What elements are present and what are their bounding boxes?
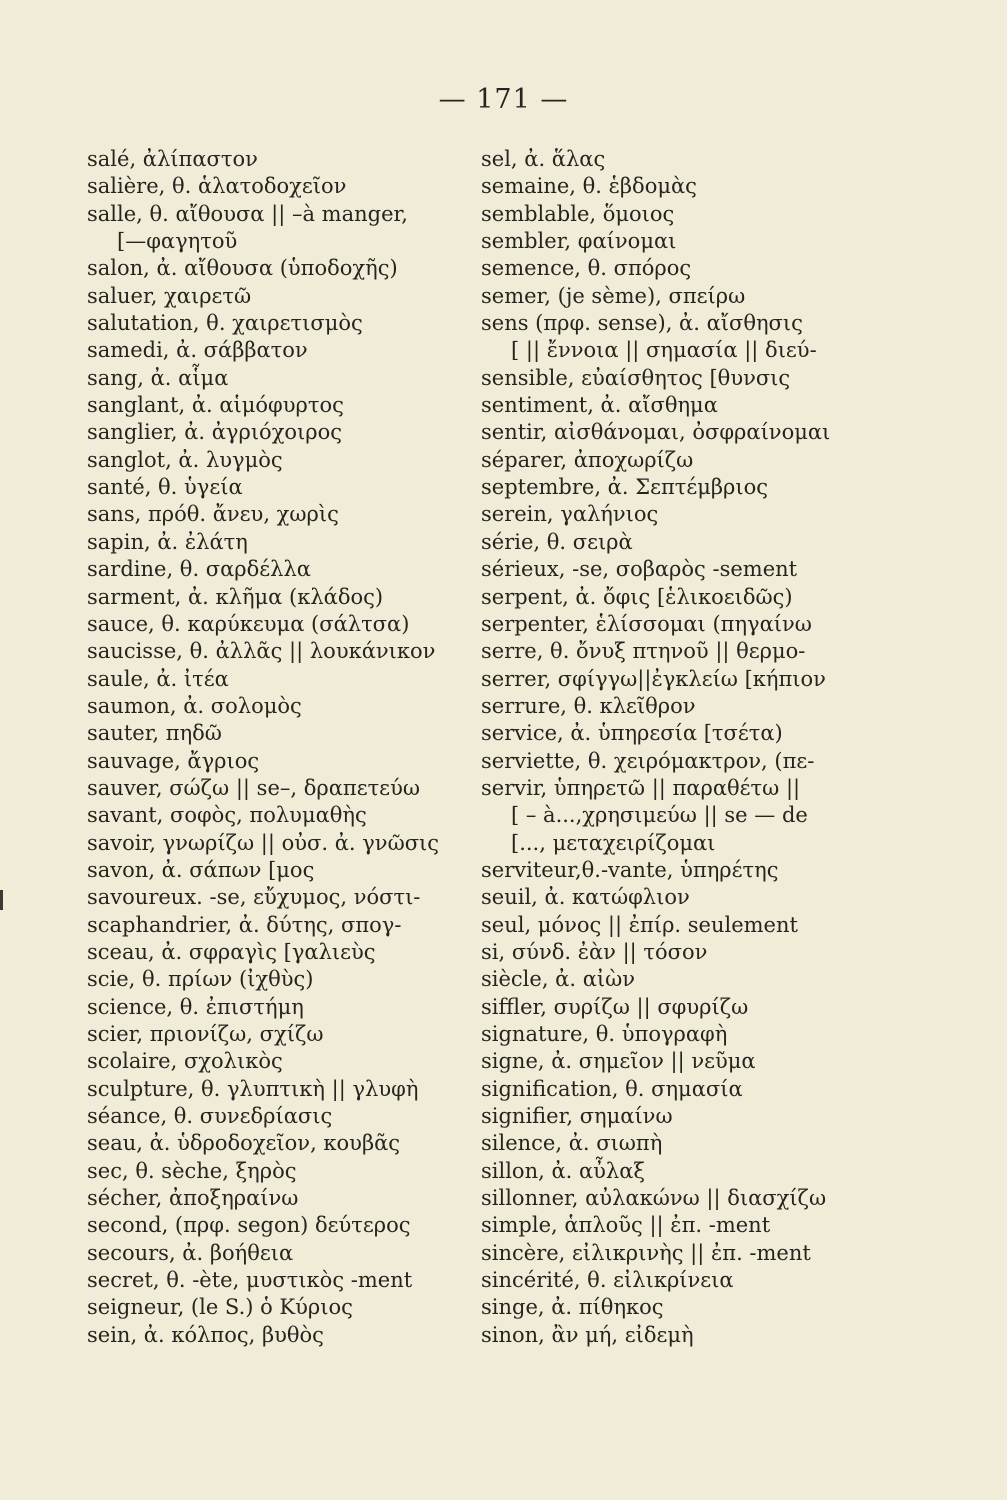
dictionary-entry: serviette, θ. χειρόμακτρον, (πε- xyxy=(481,748,815,773)
dictionary-entry: sérieux, -se, σοβαρὸς -sement xyxy=(481,557,798,582)
dictionary-entry: serein, γαλήνιος xyxy=(481,502,659,527)
dictionary-entry: scaphandrier, ἀ. δύτης, σπογ- xyxy=(87,912,402,937)
dictionary-entry: science, θ. ἐπιστήμη xyxy=(87,994,304,1019)
dictionary-entry: second, (πρφ. segon) δεύτερος xyxy=(87,1213,411,1238)
dictionary-entry: [ || ἔννοια || σημασία || διεύ- xyxy=(511,338,817,363)
dictionary-entry: sens (πρφ. sense), ἀ. αἴσθησις xyxy=(481,311,803,336)
dictionary-entry: [—φαγητοῦ xyxy=(117,229,238,254)
dictionary-entry: salé, ἀλίπαστον xyxy=(87,147,258,171)
dictionary-entry: sincère, εἰλικρινὴς || ἐπ. -ment xyxy=(481,1240,811,1265)
dictionary-entry: signe, ἀ. σημεῖον || νεῦμα xyxy=(481,1049,756,1074)
dictionary-entry: semence, θ. σπόρος xyxy=(481,256,692,281)
dictionary-entry: service, ἀ. ὑπηρεσία [τσέτα) xyxy=(481,721,783,746)
dictionary-entry: sinon, ἂν μή, εἰδεμὴ xyxy=(481,1322,694,1347)
dictionary-entry: serre, θ. ὄνυξ πτηνοῦ || θερμο- xyxy=(481,639,806,664)
dictionary-entry: sauter, πηδῶ xyxy=(87,721,222,746)
dictionary-entry: sceau, ἀ. σφραγὶς [γαλιεὺς xyxy=(87,939,376,964)
dictionary-entry: séparer, ἀποχωρίζω xyxy=(481,447,694,472)
dictionary-entry: salon, ἀ. αἴθουσα (ὑποδοχῆς) xyxy=(87,256,398,281)
dictionary-entry: sapin, ἀ. ἐλάτη xyxy=(87,529,248,554)
dictionary-entry: semer, (je sème), σπείρω xyxy=(481,283,746,308)
dictionary-entry: salière, θ. ἁλατοδοχεῖον xyxy=(87,174,347,199)
dictionary-entry: signification, θ. σημασία xyxy=(481,1076,743,1101)
dictionary-entry: septembre, ἀ. Σεπτέμβριος xyxy=(481,475,769,500)
dictionary-entry: salutation, θ. χαιρετισμὸς xyxy=(87,311,363,336)
page-edge-mark xyxy=(0,890,3,910)
dictionary-entry: signature, θ. ὑπογραφὴ xyxy=(481,1022,728,1046)
dictionary-entry: sembler, φαίνομαι xyxy=(481,229,677,254)
dictionary-entry: sec, θ. sèche, ξηρὸς xyxy=(87,1158,297,1183)
dictionary-entry: sanglot, ἀ. λυγμὸς xyxy=(87,447,283,472)
dictionary-entry: sentiment, ἀ. αἴσθημα xyxy=(481,393,718,418)
dictionary-entry: sincérité, θ. εἰλικρίνεια xyxy=(481,1268,734,1293)
dictionary-entry: signifier, σημαίνω xyxy=(481,1104,673,1129)
left-column xyxy=(87,146,487,1349)
page-number: — 171 — xyxy=(438,84,569,115)
dictionary-entry: [ – à...,χρησιμεύω || se — de xyxy=(511,803,808,828)
dictionary-entry: samedi, ἀ. σάββατον xyxy=(87,338,308,363)
dictionary-entry: seul, μόνος || ἐπίρ. seulement xyxy=(481,912,798,937)
dictionary-entry: sillon, ἀ. αὖλαξ xyxy=(481,1158,645,1183)
dictionary-entry: sensible, εὐαίσθητος [θυνσις xyxy=(481,365,791,390)
dictionary-entry: sécher, ἀποξηραίνω xyxy=(87,1186,299,1211)
dictionary-entry: sarment, ἀ. κλῆμα (κλάδος) xyxy=(87,584,384,609)
right-column xyxy=(481,146,861,1349)
dictionary-entry: siècle, ἀ. αἰὼν xyxy=(481,967,636,992)
dictionary-entry: savon, ἀ. σάπων [μος xyxy=(87,857,315,882)
dictionary-entry: [..., μεταχειρίζομαι xyxy=(511,830,716,855)
dictionary-entry: seuil, ἀ. κατώφλιον xyxy=(481,885,690,910)
dictionary-entry: singe, ἀ. πίθηκος xyxy=(481,1295,664,1320)
dictionary-entry: saule, ἀ. ἰτέα xyxy=(87,666,229,691)
dictionary-entry: sein, ἀ. κόλπος, βυθὸς xyxy=(87,1322,324,1347)
dictionary-entry: sentir, αἰσθάνομαι, ὀσφραίνομαι xyxy=(481,420,831,445)
dictionary-entry: si, σύνδ. ἐὰν || τόσον xyxy=(481,939,708,964)
dictionary-entry: serrure, θ. κλεῖθρον xyxy=(481,693,696,718)
dictionary-entry: serrer, σφίγγω||ἐγκλείω [κήπιον xyxy=(481,666,826,691)
dictionary-entry: sang, ἀ. αἷμα xyxy=(87,365,229,390)
dictionary-entry: servir, ὑπηρετῶ || παραθέτω || xyxy=(481,775,801,800)
dictionary-entry: sel, ἀ. ἅλας xyxy=(481,147,606,171)
dictionary-entry: sauce, θ. καρύκευμα (σάλτσα) xyxy=(87,611,410,636)
dictionary-entry: sans, πρόθ. ἄνευ, χωρὶς xyxy=(87,502,339,527)
dictionary-entry: salle, θ. αἴθουσα || –à manger, xyxy=(87,201,408,226)
dictionary-entry: saucisse, θ. ἀλλᾶς || λουκάνικον xyxy=(87,639,436,664)
dictionary-entry: séance, θ. συνεδρίασις xyxy=(87,1104,333,1129)
dictionary-entry: santé, θ. ὑγεία xyxy=(87,475,243,500)
dictionary-entry: serpent, ἀ. ὄφις [ἑλικοειδῶς) xyxy=(481,584,793,609)
dictionary-entry: saluer, χαιρετῶ xyxy=(87,283,252,308)
dictionary-entry: semaine, θ. ἑβδομὰς xyxy=(481,174,697,199)
dictionary-entry: scier, πριονίζω, σχίζω xyxy=(87,1022,324,1046)
dictionary-entry: sardine, θ. σαρδέλλα xyxy=(87,557,311,582)
dictionary-entry: sauvage, ἄγριος xyxy=(87,748,260,773)
dictionary-entry: savoureux. -se, εὔχυμος, νόστι- xyxy=(87,885,421,910)
dictionary-entry: sillonner, αὐλακώνω || διασχίζω xyxy=(481,1186,827,1211)
dictionary-entry: secours, ἀ. βοήθεια xyxy=(87,1240,294,1265)
dictionary-entry: seau, ἀ. ὑδροδοχεῖον, κουβᾶς xyxy=(87,1131,401,1156)
dictionary-entry: siffler, συρίζω || σφυρίζω xyxy=(481,994,749,1019)
dictionary-entry: silence, ἀ. σιωπὴ xyxy=(481,1131,663,1156)
dictionary-entry: scolaire, σχολικὸς xyxy=(87,1049,283,1074)
dictionary-entry: serpenter, ἑλίσσομαι (πηγαίνω xyxy=(481,611,812,636)
dictionary-entry: sculpture, θ. γλυπτικὴ || γλυφὴ xyxy=(87,1076,419,1101)
dictionary-entry: serviteur,θ.-vante, ὑπηρέτης xyxy=(481,857,779,882)
dictionary-entry: seigneur, (le S.) ὁ Κύριος xyxy=(87,1295,353,1320)
dictionary-entry: saumon, ἀ. σολομὸς xyxy=(87,693,302,718)
dictionary-entry: série, θ. σειρὰ xyxy=(481,529,633,554)
dictionary-entry: sanglier, ἀ. ἀγριόχοιρος xyxy=(87,420,343,445)
dictionary-entry: sauver, σώζω || se–, δραπετεύω xyxy=(87,775,420,800)
dictionary-entry: savoir, γνωρίζω || οὐσ. ἀ. γνῶσις xyxy=(87,830,440,855)
dictionary-entry: secret, θ. -ète, μυστικὸς -ment xyxy=(87,1268,413,1293)
dictionary-entry: simple, ἁπλοῦς || ἐπ. -ment xyxy=(481,1213,771,1238)
dictionary-entry: savant, σοφὸς, πολυμαθὴς xyxy=(87,803,367,828)
dictionary-entry: scie, θ. πρίων (ἰχθὺς) xyxy=(87,967,314,992)
dictionary-entry: semblable, ὅμοιος xyxy=(481,201,675,226)
dictionary-entry: sanglant, ἀ. αἱμόφυρτος xyxy=(87,393,344,418)
